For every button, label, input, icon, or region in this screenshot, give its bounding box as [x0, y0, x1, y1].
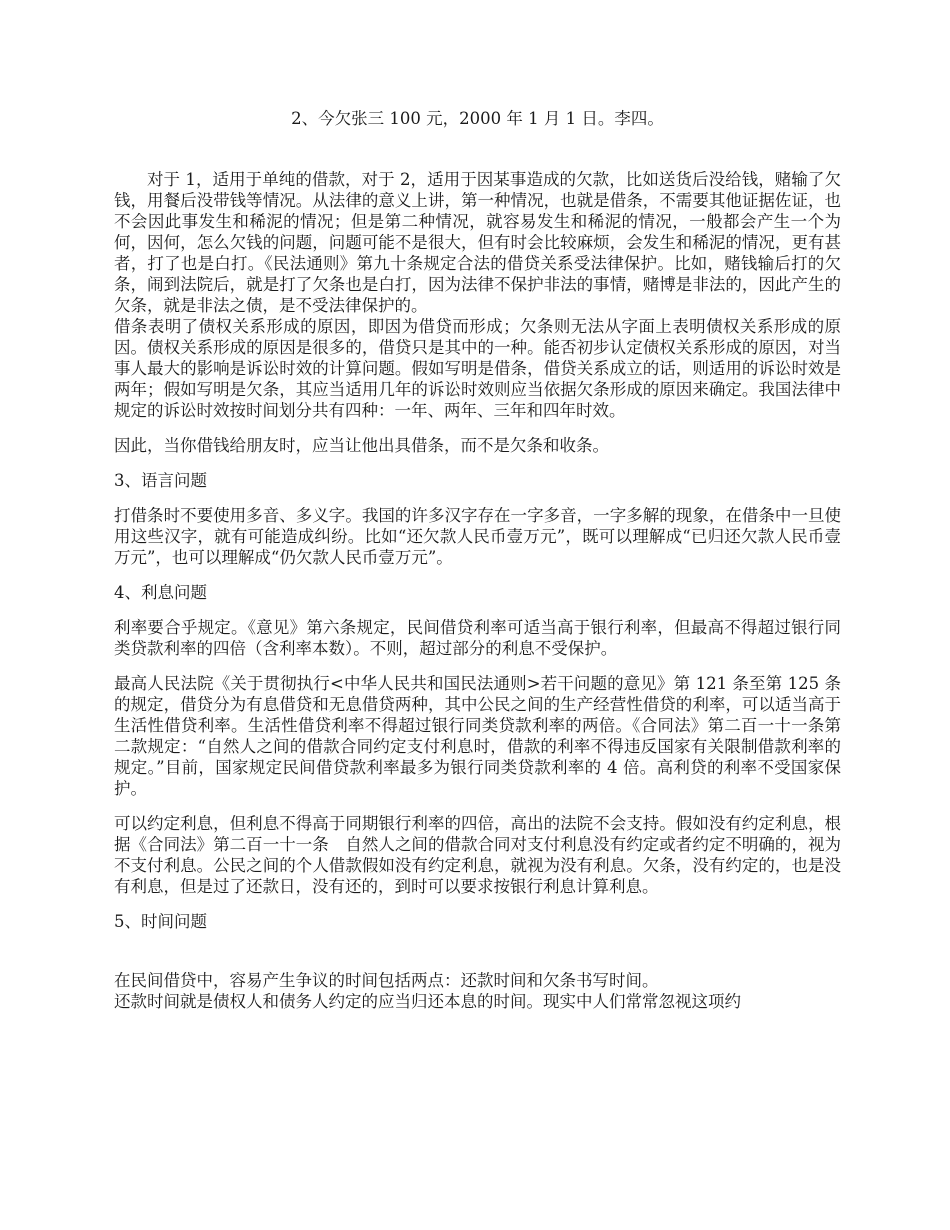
section-heading-time: 5、时间问题: [114, 912, 207, 931]
document-page: [114, 108, 841, 1012]
paragraph-iou-comparison: 对于 1，适用于单纯的借款，对于 2，适用于因某事造成的欠款，比如送货后没给钱，赌输了欠钱，用餐后没带钱等情况。从法律的意义上讲，第一种情况，也就是借条，不需要其他证据佐证，也不会因此事发生和稀泥的情况；但是第二种情况，就容易发生和稀泥的情况，一般都会产生一个为何，因何，怎么欠钱的问题，问题可能不是很大，但有时会比较麻烦，会发生和稀泥的情况，更有甚者，打了也是白打。《民法通则》第九十条规定合法的借贷关系受法律保护。比如，赌钱输后打的欠条，闹到法院后，就是打了欠条也是白打，因为法律不保护非法的事情，赌博是非法的，因此产生的欠条，就是非法之债，是不受法律保护的。: [114, 170, 841, 315]
paragraph-court-opinion: 最高人民法院《关于贯彻执行<中华人民共和国民法通则>若干问题的意见》第 121 条至第 125 条的规定，借贷分为有息借贷和无息借贷两种，其中公民之间的生产经营性借贷的利率，可以适当高于生活性借贷利率。生活性借贷利率不得超过银行同类贷款利率的两倍。《合同法》第二百一十一条第二款规定：“自然人之间的借款合同约定支付利息时，借款的利率不得违反国家有关限制借款利率的规定。”目前，国家规定民间借贷款利率最多为银行同类贷款利率的 4 倍。高利贷的利率不受国家保护。: [114, 674, 841, 798]
iou-example-line: 2、今欠张三 100 元，2000 年 1 月 1 日。李四。: [291, 109, 664, 128]
paragraph-agreed-interest: 可以约定利息，但利息不得高于同期银行利率的四倍，高出的法院不会支持。假如没有约定利息，根据《合同法》第二百一十一条 自然人之间的借款合同对支付利息没有约定或者约定不明确的，视为不支付利息。公民之间的个人借款假如没有约定利息，就视为没有利息。欠条，没有约定的，也是没有利息，但是过了还款日，没有还的，到时可以要求按银行利息计算利息。: [114, 814, 841, 896]
paragraph-language: 打借条时不要使用多音、多义字。我国的许多汉字存在一字多音，一字多解的现象，在借条中一旦使用这些汉字，就有可能造成纠纷。比如“还欠款人民币壹万元”，既可以理解成“已归还欠款人民币壹万元”，也可以理解成“仍欠款人民币壹万元”。: [114, 506, 841, 567]
section-heading-interest: 4、利息问题: [114, 583, 207, 602]
paragraph-interest-rate: 利率要合乎规定。《意见》第六条规定，民间借贷利率可适当高于银行利率，但最高不得超过银行同类贷款利率的四倍（含利率本数）。不则，超过部分的利息不受保护。: [114, 618, 841, 658]
paragraph-time-disputes: 在民间借贷中，容易产生争议的时间包括两点：还款时间和欠条书写时间。: [114, 971, 659, 990]
section-heading-language: 3、语言问题: [114, 471, 207, 490]
paragraph-repayment-time: 还款时间就是债权人和债务人约定的应当归还本息的时间。现实中人们常常忽视这项约: [114, 992, 741, 1011]
paragraph-debt-cause: 借条表明了债权关系形成的原因，即因为借贷而形成；欠条则无法从字面上表明债权关系形成的原因。债权关系形成的原因是很多的，借贷只是其中的一种。能否初步认定债权关系形成的原因，对当事人最大的影响是诉讼时效的计算问题。假如写明是借条，借贷关系成立的话，则适用的诉讼时效是两年；假如写明是欠条，其应当适用几年的诉讼时效则应当依据欠条形成的原因来确定。我国法律中规定的诉讼时效按时间划分共有四种：一年、两年、三年和四年时效。: [114, 317, 841, 420]
paragraph-conclusion: 因此，当你借钱给朋友时，应当让他出具借条，而不是欠条和收条。: [114, 436, 609, 455]
